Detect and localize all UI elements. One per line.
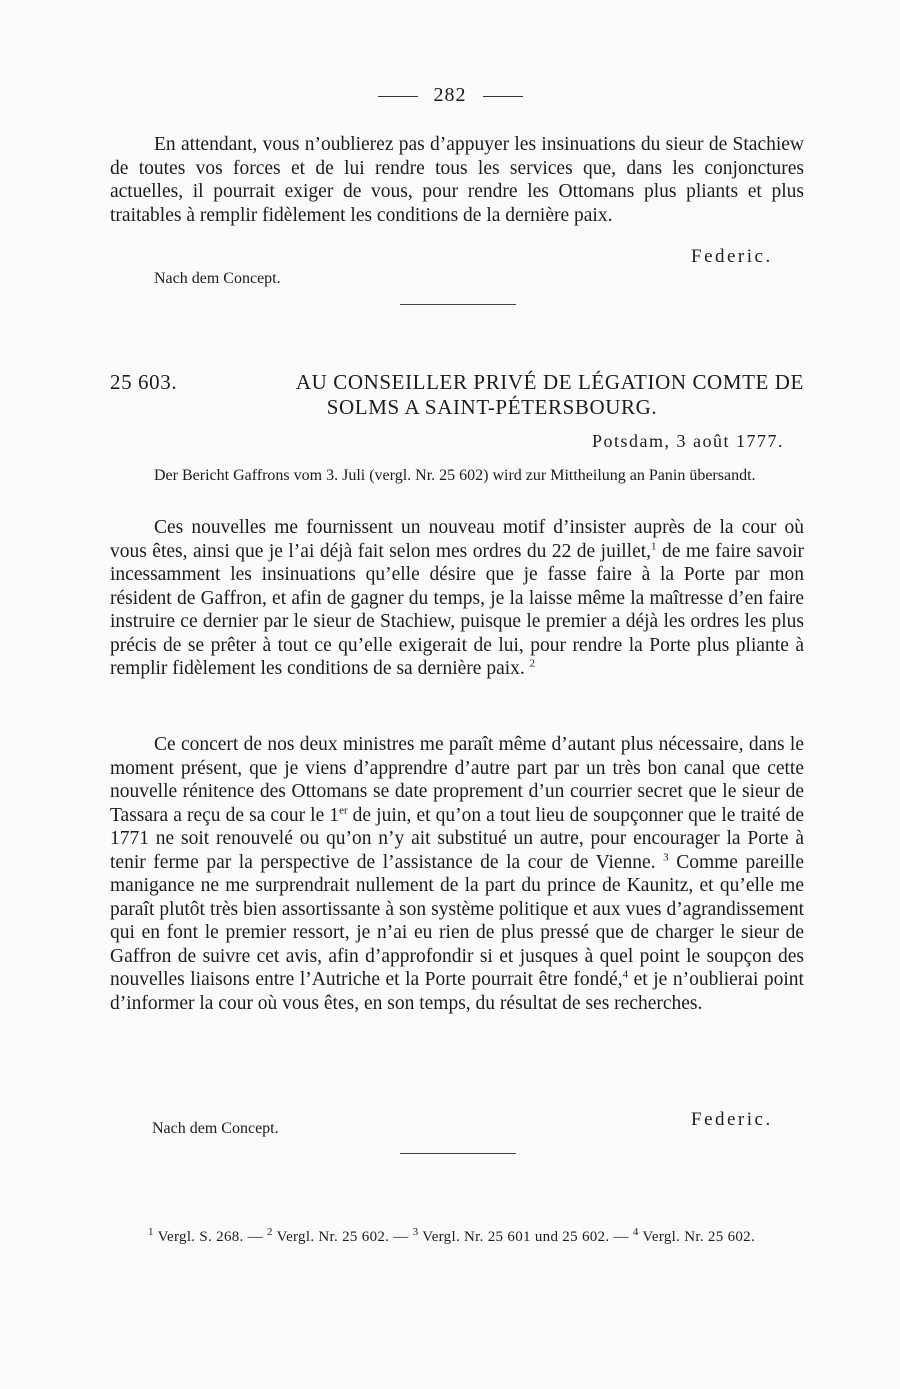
- letter-p1-text-a: Ces nouvelles me fournissent un nouveau motif d’insister auprès de la cour où vous êtes, ainsi que je l’ai déjà fait selon mes ordres du 22 de juillet,: [110, 517, 804, 562]
- footnotes: [110, 1226, 804, 1248]
- footnote-marker-1: 1: [148, 1226, 154, 1238]
- footnote-marker-4: 4: [632, 1226, 639, 1238]
- footnote-marker-3: 3: [412, 1226, 419, 1238]
- intro-paragraph: En attendant, vous n’oublierez pas d’appuyer les insinuations du sieur de Stachiew de toutes vos forces et de lui rendre tous les services que, dans les conjonctures actuelles, il pourrait exiger de vous, pour rendre les Ottomans plus pliants et plus traitables à remplir fidèlement les conditions de la dernière paix.: [110, 134, 804, 226]
- letter-number: 25 603.: [110, 370, 178, 394]
- intro-signature: Federic.: [691, 246, 773, 267]
- footnote-ref-3: 3: [663, 851, 669, 863]
- footnote-marker-2: 2: [267, 1226, 273, 1238]
- letter-p2-text-a: Ce concert de nos deux ministres me paraît même d’autant plus nécessaire, dans le moment présent, que je viens d’apprendre d’autre part par un très bon canal que cette nouvelle rénitence des Ottomans se date proprement d’un courrier secret que le sieur de Tassara a reçu de sa cour le 1: [110, 734, 804, 826]
- section-divider-1: [400, 304, 516, 305]
- letter-paragraph-2: [110, 733, 804, 1015]
- letter-source-note: Nach dem Concept.: [152, 1120, 279, 1137]
- section-divider-2: [400, 1153, 516, 1154]
- letter-p2-text-d: et je n’oublierai point d’informer la cour où vous êtes, en son temps, du résultat de ses recherches.: [110, 969, 804, 1014]
- footnote-ref-4: 4: [622, 968, 629, 981]
- footnote-text-3: Vergl. Nr. 25 601 und 25 602. —: [418, 1229, 633, 1245]
- footnote-ref-2: 2: [529, 657, 536, 670]
- letter-paragraph-1: [110, 516, 804, 681]
- intro-source-note: Nach dem Concept.: [154, 270, 281, 287]
- page-number: 282: [433, 84, 467, 106]
- page-number-dash-left: [378, 96, 418, 97]
- letter-heading: [110, 370, 804, 420]
- letter-heading-line2: SOLMS A SAINT-PÉTERSBOURG.: [326, 395, 658, 419]
- letter-p1-text-b: de me faire savoir incessamment les insinuations qu’elle désire que je fasse faire à la Porte par mon résident de Gaffron, et afin de gagner du temps, je la laisse même la maîtresse d’en faire instruire ce dernier par le sieur de Stachiew, puisque le premier a déjà les ordres les plus précis de se prêter à tout ce qu’elle exigerait de lui, pour rendre la Porte plus pliante à remplir fidèlement les conditions de sa dernière paix.: [110, 540, 804, 679]
- page-number-dash-right: [483, 96, 523, 97]
- footnote-text-2: Vergl. Nr. 25 602. —: [272, 1229, 413, 1245]
- letter-summary: Der Bericht Gaffrons vom 3. Juli (vergl. Nr. 25 602) wird zur Mittheilung an Panin übersandt.: [154, 467, 756, 484]
- superscript-er: er: [339, 804, 348, 816]
- letter-p2-text-c: Comme pareille manigance ne me surprendrait nullement de la part du prince de Kaunitz, et qu’elle me paraît plutôt très bien assortissante à son système politique et aux vues d’agrandissement qui en font le premier ressort, je n’ai eu rien de plus pressé que de charger le sieur de Gaffron de suivre cet avis, afin d’approfondir si et jusques à quel point le soupçon des nouvelles liaisons entre l’Autriche et la Porte pourrait être fondé,: [110, 851, 804, 990]
- place-date: Potsdam, 3 août 1777.: [592, 431, 784, 451]
- footnote-text-1: Vergl. S. 268. —: [153, 1229, 268, 1245]
- letter-p2-text-b: de juin, et qu’on a tout lieu de soupçonner que le traité de 1771 ne soit renouvelé ou qu’on n’y ait substitué un autre, pour encourager la Porte à tenir ferme par la perspective de l’assistance de la cour de Vienne.: [110, 804, 805, 873]
- letter-signature: Federic.: [691, 1109, 773, 1130]
- page-number-line: [0, 84, 900, 107]
- footnote-ref-1: 1: [651, 540, 657, 552]
- footnote-text-4: Vergl. Nr. 25 602.: [638, 1229, 756, 1245]
- letter-heading-line1: [110, 370, 804, 395]
- letter-heading-title: AU CONSEILLER PRIVÉ DE LÉGATION COMTE DE: [295, 370, 804, 394]
